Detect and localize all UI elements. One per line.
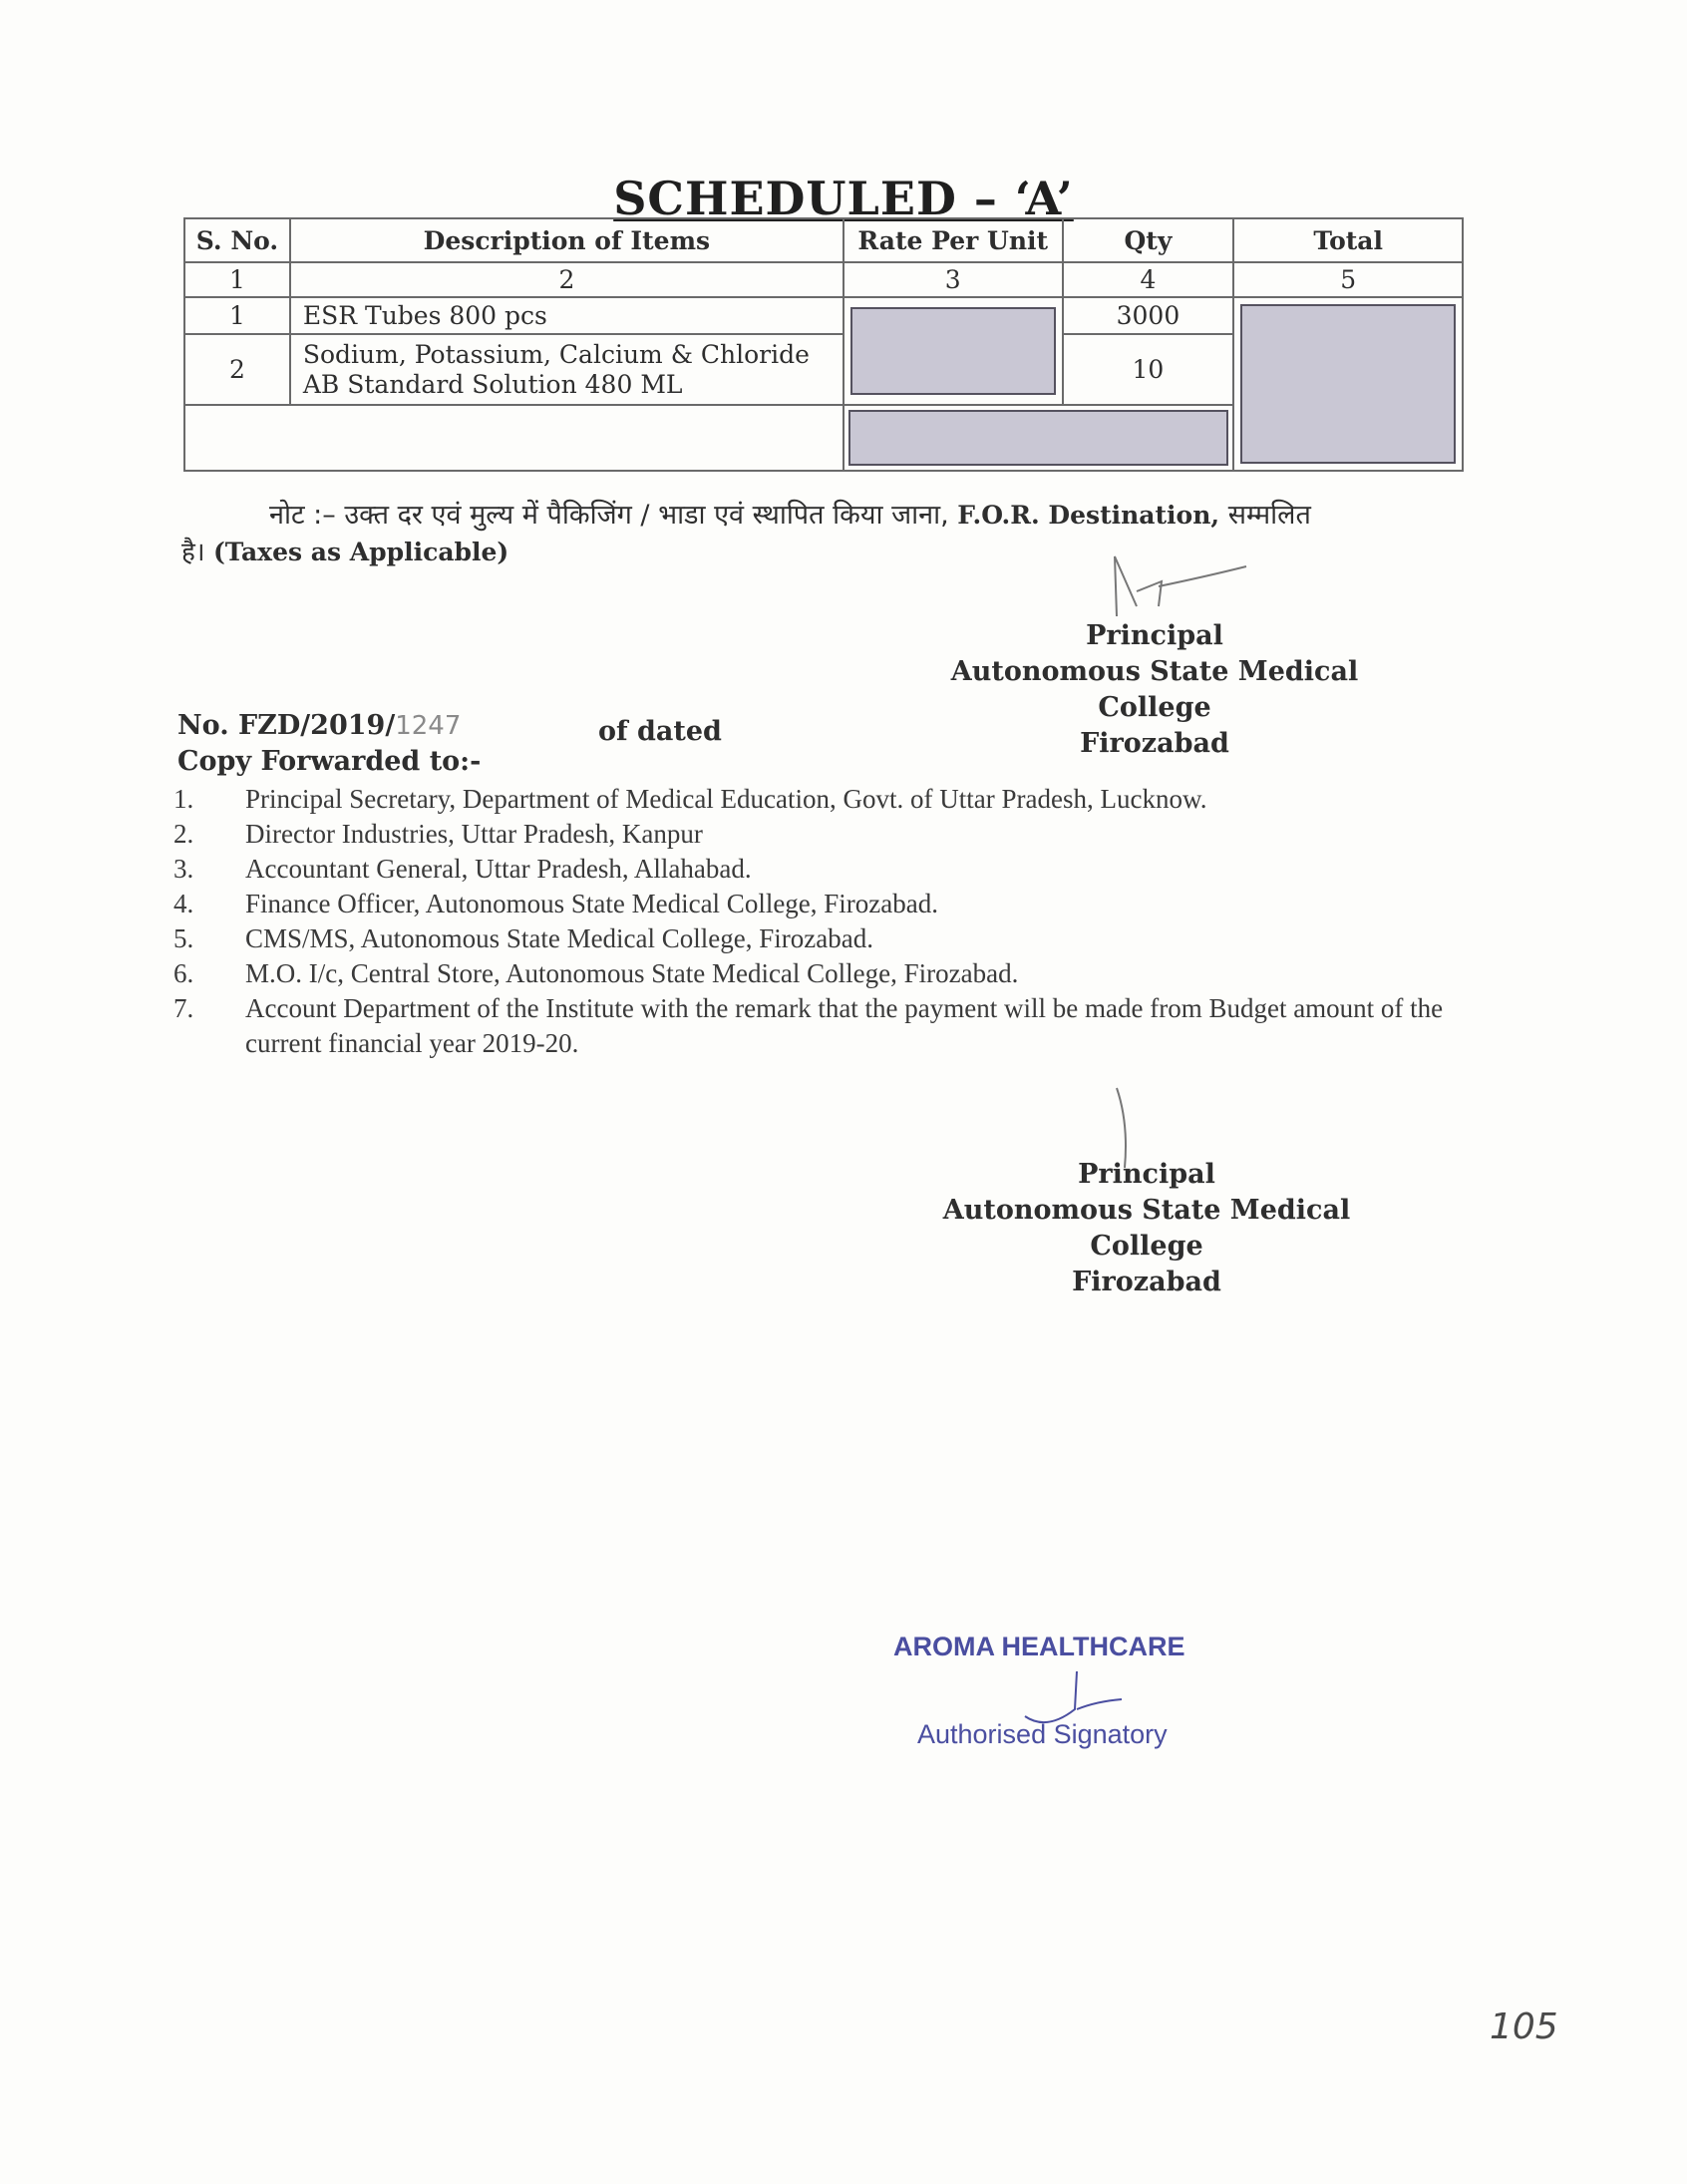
- rate-redacted-cell: [844, 297, 1063, 405]
- numbering-cell: 5: [1233, 262, 1463, 297]
- list-item: [173, 887, 1450, 921]
- list-number: 4.: [173, 889, 194, 918]
- list-item: [173, 782, 1450, 817]
- list-number: 2.: [173, 819, 194, 849]
- list-text: M.O. I/c, Central Store, Autonomous State Medical College, Firozabad.: [245, 958, 1019, 988]
- redaction-box: [1240, 304, 1456, 464]
- signatory-title: Principal: [1086, 620, 1223, 651]
- list-number: 3.: [173, 854, 194, 884]
- schedule-table: [183, 217, 1464, 472]
- header-total: Total: [1233, 218, 1463, 262]
- signatory-place: Firozabad: [1072, 1267, 1221, 1297]
- table-numbering-row: [184, 262, 1463, 297]
- list-item: [173, 921, 1450, 956]
- note-hindi: नोट :– उक्त दर एवं मुल्य में पैकिजिंग / भाडा एवं स्थापित किया जाना,: [269, 500, 949, 531]
- list-item: [173, 817, 1450, 852]
- document-title: SCHEDULED – ‘A’: [613, 172, 1074, 225]
- list-number: 5.: [173, 923, 194, 953]
- row-qty: 10: [1063, 334, 1234, 405]
- note-taxes: (Taxes as Applicable): [212, 538, 509, 566]
- total-label-cell: [184, 405, 844, 471]
- reference-handwritten: 1247: [395, 711, 462, 741]
- row-sno: 2: [184, 334, 290, 405]
- note-line: [181, 533, 508, 568]
- list-item: [173, 991, 1450, 1061]
- signature-block-1: [895, 618, 1414, 762]
- signature-mark: [1087, 546, 1256, 626]
- signatory-org: Autonomous State Medical College: [942, 1195, 1351, 1262]
- signatory-title: Principal: [1078, 1159, 1215, 1190]
- note-line2-hindi: है।: [181, 538, 205, 567]
- page-number: 105: [1490, 2006, 1558, 2047]
- total-redacted-cell: [1233, 297, 1463, 471]
- reference-number: [177, 710, 461, 741]
- list-text: Accountant General, Uttar Pradesh, Allahabad.: [245, 854, 752, 884]
- table-row: [184, 297, 1463, 334]
- header-description: Description of Items: [290, 218, 844, 262]
- list-item: [173, 956, 1450, 991]
- redaction-box: [848, 410, 1228, 466]
- row-sno: 1: [184, 297, 290, 334]
- list-item: [173, 852, 1450, 887]
- grand-total-redacted-cell: [844, 405, 1233, 471]
- reference-dated: of dated: [598, 716, 722, 747]
- numbering-cell: 4: [1063, 262, 1234, 297]
- header-rate: Rate Per Unit: [844, 218, 1063, 262]
- table-header-row: [184, 218, 1463, 262]
- note-line: [269, 495, 1311, 532]
- list-text: Director Industries, Uttar Pradesh, Kanpur: [245, 819, 703, 849]
- redaction-box: [850, 307, 1056, 395]
- authorised-signatory: Authorised Signatory: [917, 1719, 1168, 1749]
- reference-prefix: No. FZD/2019/: [177, 710, 396, 741]
- numbering-cell: 3: [844, 262, 1063, 297]
- list-number: 6.: [173, 958, 194, 988]
- list-number: 1.: [173, 784, 194, 814]
- header-sno: S. No.: [184, 218, 290, 262]
- note-hindi-end: सम्मलित: [1227, 500, 1311, 531]
- numbering-cell: 1: [184, 262, 290, 297]
- list-text: Account Department of the Institute with the remark that the payment will be made from Budget amount of the current financial year 2019-20.: [245, 993, 1444, 1058]
- signatory-place: Firozabad: [1080, 728, 1229, 759]
- row-description: ESR Tubes 800 pcs: [290, 297, 844, 334]
- signatory-org: Autonomous State Medical College: [950, 656, 1359, 723]
- list-text: CMS/MS, Autonomous State Medical College, Firozabad.: [245, 923, 873, 953]
- copy-forwarded-heading: Copy Forwarded to:-: [177, 746, 482, 777]
- list-text: Principal Secretary, Department of Medical Education, Govt. of Uttar Pradesh, Lucknow.: [245, 784, 1207, 814]
- list-number: 7.: [173, 993, 194, 1023]
- company-stamp: AROMA HEALTHCARE: [893, 1632, 1185, 1661]
- note-destination: F.O.R. Destination,: [957, 501, 1220, 530]
- list-text: Finance Officer, Autonomous State Medical College, Firozabad.: [245, 889, 938, 918]
- numbering-cell: 2: [290, 262, 844, 297]
- copy-list: [173, 782, 1450, 1061]
- header-qty: Qty: [1063, 218, 1234, 262]
- row-description: Sodium, Potassium, Calcium & Chloride AB Standard Solution 480 ML: [290, 334, 844, 405]
- row-qty: 3000: [1063, 297, 1234, 334]
- signature-block-2: [887, 1157, 1406, 1300]
